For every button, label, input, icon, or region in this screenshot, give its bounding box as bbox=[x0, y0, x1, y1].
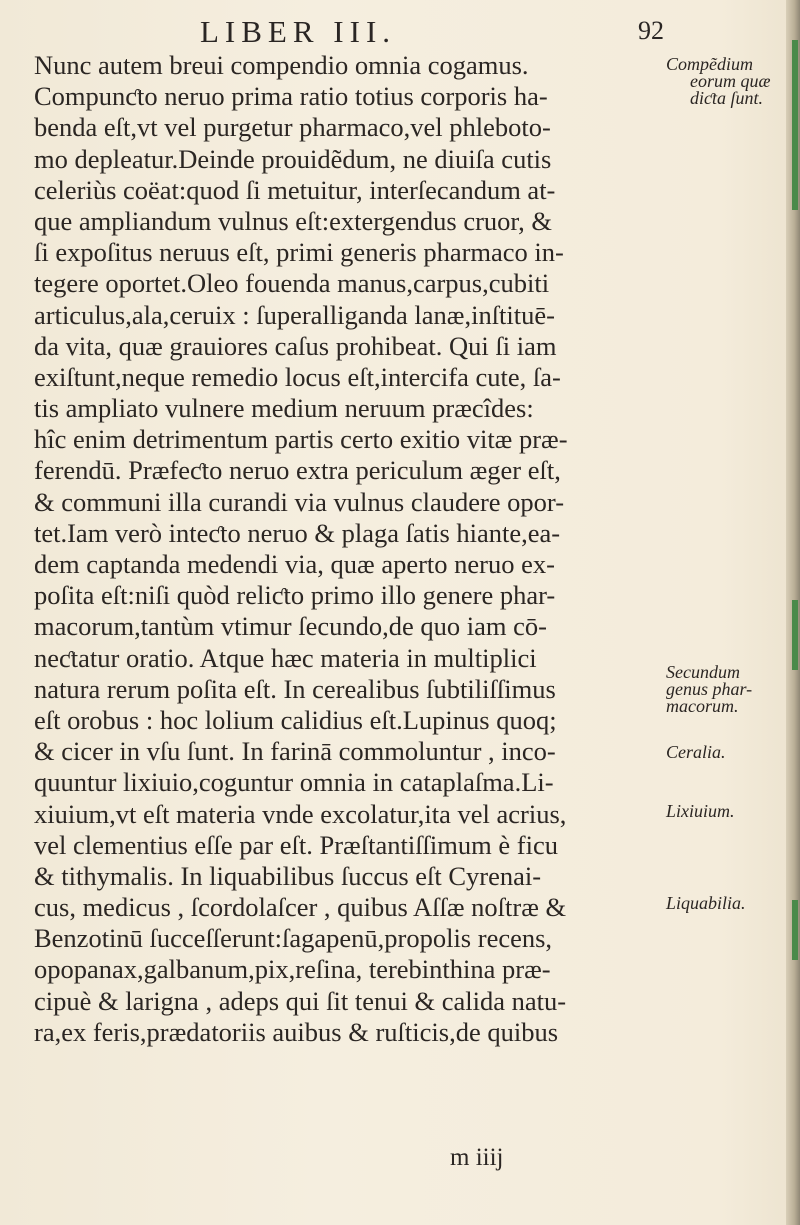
text-line: da vita, quæ grauiores caſus prohibeat. Qui ſi iam bbox=[34, 330, 557, 361]
text-line: exiſtunt,neque remedio locus eſt,intercifa cute, ſa- bbox=[34, 361, 561, 392]
text-line: neƈtatur oratio. Atque hæc materia in multiplici bbox=[34, 642, 537, 673]
text-line: Benzotinū ſucceſſerunt:ſagapenū,propolis recens, bbox=[34, 923, 553, 954]
text-line: dem captanda medendi via, quæ aperto neruo ex- bbox=[34, 549, 555, 579]
margin-note-line: Secundum bbox=[666, 662, 740, 682]
text-line: & communi illa curandi via vulnus claudere opor- bbox=[34, 486, 565, 517]
spine-tab bbox=[792, 40, 798, 210]
text-line: hîc enim detrimentum partis certo exitio vitæ præ- bbox=[34, 424, 568, 455]
text-line: macorum,tantùm vtimur ſecundo,de quo iam cō- bbox=[34, 611, 547, 642]
text-line: Nunc autem breui compendio omnia cogamus. bbox=[34, 50, 529, 80]
text-line: eſt orobus : hoc lolium calidius eſt.Lupinus quoq; bbox=[34, 704, 557, 735]
margin-note-secundum bbox=[666, 664, 791, 715]
running-title: LIBER III. bbox=[200, 14, 397, 49]
margin-note-line: Liquabilia. bbox=[666, 893, 746, 913]
folio-number: 92 bbox=[638, 16, 664, 45]
text-line: & cicer in vſu ſunt. In farinā commoluntur , inco- bbox=[34, 736, 556, 767]
text-line: vel clementius eſſe par eſt. Præſtantiſſimum è ficu bbox=[34, 829, 558, 860]
main-text-block bbox=[34, 50, 664, 1048]
margin-note-line: Ceralia. bbox=[666, 742, 726, 762]
text-line: ferendū. Præfeƈto neruo extra periculum æger eſt, bbox=[34, 455, 561, 486]
text-line: ſi expoſitus neruus eſt, primi generis pharmaco in- bbox=[34, 237, 564, 268]
margin-note-line: macorum. bbox=[666, 696, 739, 716]
page-header bbox=[0, 14, 800, 50]
text-line: celeriùs coëat:quod ſi metuitur, interſecandum at- bbox=[34, 174, 556, 205]
text-line: opopanax,galbanum,pix,reſina, terebinthina præ- bbox=[34, 954, 551, 985]
text-line: natura rerum poſita eſt. In cerealibus ſubtiliſſimus bbox=[34, 673, 556, 704]
margin-note-line: eorum quæ bbox=[690, 71, 771, 91]
catchword: m iiij bbox=[450, 1144, 504, 1171]
text-line: benda eſt,vt vel purgetur pharmaco,vel phleboto- bbox=[34, 112, 551, 143]
spine-tab bbox=[792, 900, 798, 960]
margin-note-liquabilia bbox=[666, 895, 791, 912]
text-line: xiuium,vt eſt materia vnde excolatur,ita vel acrius, bbox=[34, 798, 567, 829]
margin-note-line: diƈta ſunt. bbox=[690, 88, 763, 108]
text-line: ra,ex feris,prædatoriis auibus & ruſticis,de quibus bbox=[34, 1016, 559, 1047]
text-line: mo depleatur.Deinde prouidẽdum, ne diuiſa cutis bbox=[34, 143, 552, 174]
margin-note-line: genus phar- bbox=[666, 679, 753, 699]
text-line: poſita eſt:niſi quòd reliƈto primo illo genere phar- bbox=[34, 580, 556, 611]
margin-note-line: Lixiuium. bbox=[666, 801, 735, 821]
text-line: quuntur lixiuio,coguntur omnia in cataplaſma.Li- bbox=[34, 767, 554, 798]
text-line: articulus,ala,ceruix : ſuperalliganda lanæ,inſtituē- bbox=[34, 299, 555, 330]
text-line: cus, medicus , ſcordolaſcer , quibus Aſſæ noſtræ & bbox=[34, 892, 567, 923]
text-line: Compunƈto neruo prima ratio totius corporis ha- bbox=[34, 81, 548, 112]
text-line: tis ampliato vulnere medium neruum præcîdes: bbox=[34, 393, 534, 424]
page-spine-edge bbox=[786, 0, 800, 1225]
margin-note-line: Compẽdium bbox=[666, 54, 753, 74]
margin-note-compendium bbox=[666, 56, 791, 107]
text-line: tet.Iam verò inteƈto neruo & plaga ſatis hiante,ea- bbox=[34, 517, 561, 548]
text-line: tegere oportet.Oleo fouenda manus,carpus,cubiti bbox=[34, 268, 550, 299]
margin-note-lixiuium bbox=[666, 803, 791, 820]
text-line: & tithymalis. In liquabilibus ſuccus eſt Cyrenai- bbox=[34, 860, 542, 891]
spine-tab bbox=[792, 600, 798, 670]
margin-note-ceralia bbox=[666, 744, 791, 761]
text-line: cipuè & larigna , adeps qui ſit tenui & calida natu- bbox=[34, 985, 567, 1016]
text-line: que ampliandum vulnus eſt:extergendus cruor, & bbox=[34, 205, 553, 236]
